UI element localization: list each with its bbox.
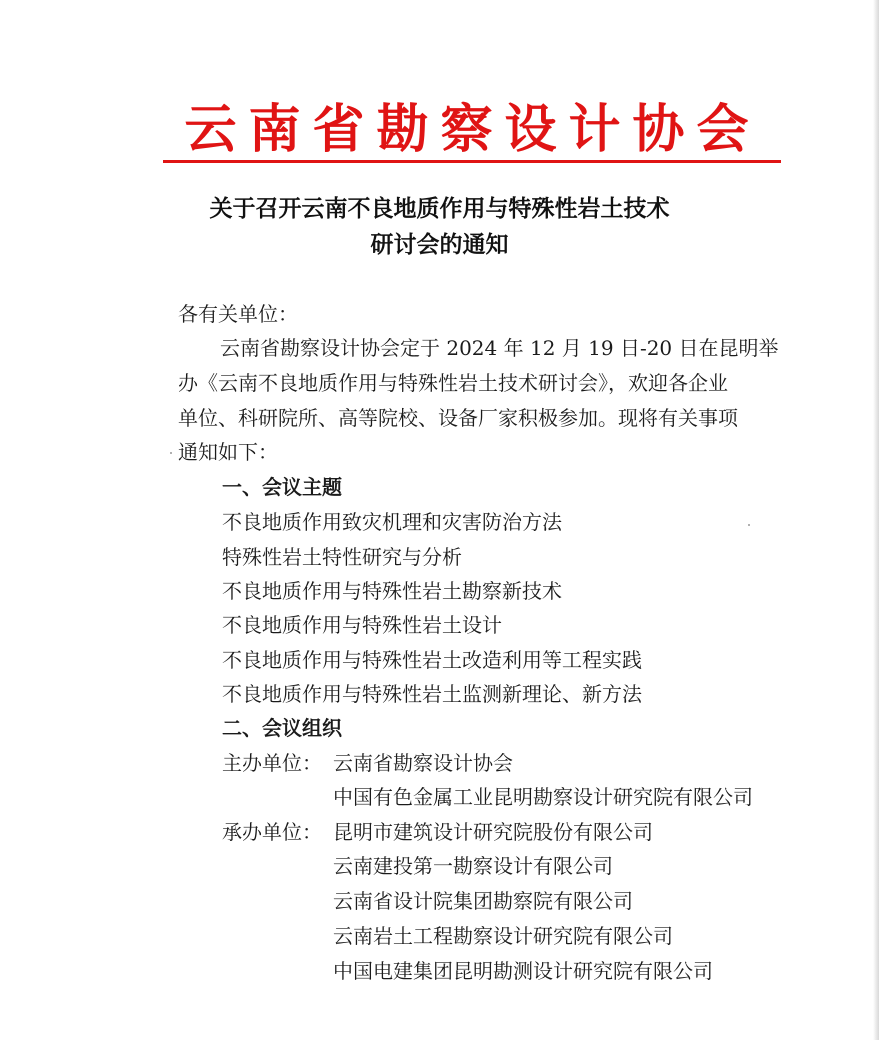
- topic-item: 不良地质作用与特殊性岩土监测新理论、新方法: [222, 682, 642, 706]
- section-heading-theme: 一、会议主题: [222, 475, 342, 499]
- host-item: 云南岩土工程勘察设计研究院有限公司: [333, 924, 673, 948]
- intro-paragraph-line: 云南省勘察设计协会定于 2024 年 12 月 19 日-20 日在昆明举: [220, 336, 779, 360]
- topic-item: 特殊性岩土特性研究与分析: [222, 545, 462, 569]
- topic-item: 不良地质作用致灾机理和灾害防治方法: [222, 510, 562, 534]
- scan-speck: [170, 452, 172, 454]
- intro-paragraph-line: 办《云南不良地质作用与特殊性岩土技术研讨会》，欢迎各企业: [178, 371, 728, 395]
- page-edge-shadow: [873, 0, 879, 1040]
- organizer-item: 中国有色金属工业昆明勘察设计研究院有限公司: [333, 785, 753, 809]
- organizers-label: 主办单位：: [222, 751, 322, 775]
- intro-paragraph-line: 通知如下：: [178, 440, 278, 464]
- host-item: 昆明市建筑设计研究院股份有限公司: [333, 820, 653, 844]
- letterhead-red-rule: [163, 160, 781, 163]
- topic-item: 不良地质作用与特殊性岩土勘察新技术: [222, 579, 562, 603]
- topic-item: 不良地质作用与特殊性岩土设计: [222, 613, 502, 637]
- hosts-label: 承办单位：: [222, 820, 322, 844]
- section-heading-organization: 二、会议组织: [222, 716, 342, 740]
- intro-paragraph-line: 单位、科研院所、高等院校、设备厂家积极参加。现将有关事项: [178, 406, 738, 430]
- scan-speck: [748, 524, 750, 526]
- topic-item: 不良地质作用与特殊性岩土改造利用等工程实践: [222, 648, 642, 672]
- host-item: 中国电建集团昆明勘测设计研究院有限公司: [333, 959, 713, 983]
- letterhead-title: 云南省勘察设计协会: [184, 99, 761, 160]
- organizer-item: 云南省勘察设计协会: [333, 751, 513, 775]
- host-item: 云南省设计院集团勘察院有限公司: [333, 889, 633, 913]
- notice-title-line-1: 关于召开云南不良地质作用与特殊性岩土技术: [209, 196, 670, 222]
- salutation: 各有关单位：: [178, 302, 298, 326]
- host-item: 云南建投第一勘察设计有限公司: [333, 854, 613, 878]
- notice-title-line-2: 研讨会的通知: [370, 232, 509, 258]
